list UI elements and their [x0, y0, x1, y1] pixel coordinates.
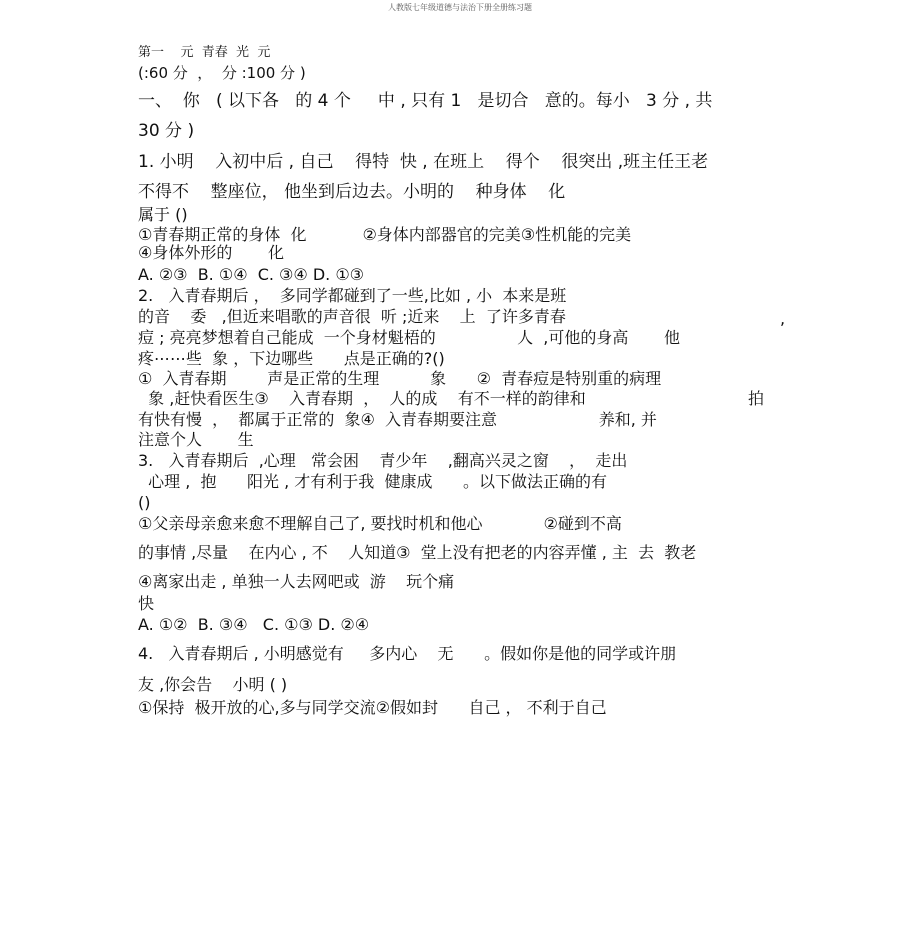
q1-stem-line1: 1. 小明 入初中后 , 自己 得特 快 , 在班上 得个 很突出 ,班主任王老 [138, 152, 709, 172]
q1-stem-line3: 属于 () [138, 205, 188, 224]
section1-instructions-line1: 一、 你 ( 以下各 的 4 个 中 , 只有 1 是切合 意的。每小 3 分 , 共 [138, 91, 713, 111]
q3-option-line1: ①父亲母亲愈来愈不理解自己了, 要找时机和他心 ②碰到不高 [138, 514, 622, 533]
q2-option-line2-right: 拍 [748, 389, 765, 408]
q2-stem-line3: 痘 ; 亮亮梦想着自己能成 一个身材魁梧的 人 ,可他的身高 他 [138, 328, 680, 347]
q2-option-line4: 注意个人 生 [138, 430, 254, 449]
q3-stem-line1: 3. 入青春期后 ,心理 常会困 青少年 ,翻高兴灵之窗 ， 走出 [138, 451, 628, 470]
q3-stem-line3: () [138, 493, 151, 512]
page-header: 人教版七年级道德与法治下册全册练习题 [388, 3, 532, 12]
q3-answer-choices: A. ①② B. ③④ C. ①③ D. ②④ [138, 615, 370, 634]
unit-title: 第一 元 青春 光 元 [138, 45, 271, 60]
q2-stem-line1: 2. 入青春期后 ， 多同学都碰到了一些,比如 , 小 本来是班 [138, 286, 567, 305]
q4-option-line1: ①保持 极开放的心,多与同学交流②假如封 自己 ， 不利于自己 [138, 698, 607, 717]
q1-stem-line2: 不得不 整座位， 他坐到后边去。小明的 种身体 化 [138, 182, 566, 202]
q2-option-line2: 象 ,赶快看医生③ 入青春期 ， 人的成 有不一样的韵律和 [138, 389, 586, 408]
section1-instructions-line2: 30 分 ) [138, 121, 195, 141]
q3-option-line3: ④离家出走 , 单独一人去网吧或 游 玩个痛 [138, 572, 455, 591]
q1-options-line1: ①青春期正常的身体 化 ②身体内部器官的完美③性机能的完美 [138, 225, 632, 244]
q2-stem-line2-comma: , [780, 309, 786, 328]
q2-stem-line4: 疼⋯⋯些 象 ，下边哪些 点是正确的?() [138, 349, 445, 368]
q2-option-line1: ① 入青春期 声是正常的生理 象 ② 青春痘是特别重的病理 [138, 369, 662, 388]
q2-option-line3: 有快有慢 ， 都属于正常的 象④ 入青春期要注意 养和, 并 [138, 410, 657, 429]
q1-options-line2: ④身体外形的 化 [138, 243, 284, 262]
q3-stem-line2: 心理 , 抱 阳光 , 才有利于我 健康成 。以下做法正确的有 [138, 472, 607, 491]
q1-answer-choices: A. ②③ B. ①④ C. ③④ D. ①③ [138, 265, 364, 284]
q4-stem-line1: 4. 入青春期后 , 小明感觉有 多内心 无 。假如你是他的同学或许朋 [138, 644, 677, 663]
q2-stem-line2: 的音 委 ,但近来唱歌的声音很 听 ;近来 上 了许多青春 [138, 307, 566, 326]
q3-option-line4: 快 [138, 594, 155, 613]
exam-info: (:60 分 ， 分 :100 分 ) [138, 64, 306, 82]
q4-stem-line2: 友 ,你会告 小明 ( ) [138, 675, 288, 694]
q3-option-line2: 的事情 ,尽量 在内心 , 不 人知道③ 堂上没有把老的内容弄懂 , 主 去 教老 [138, 543, 697, 562]
